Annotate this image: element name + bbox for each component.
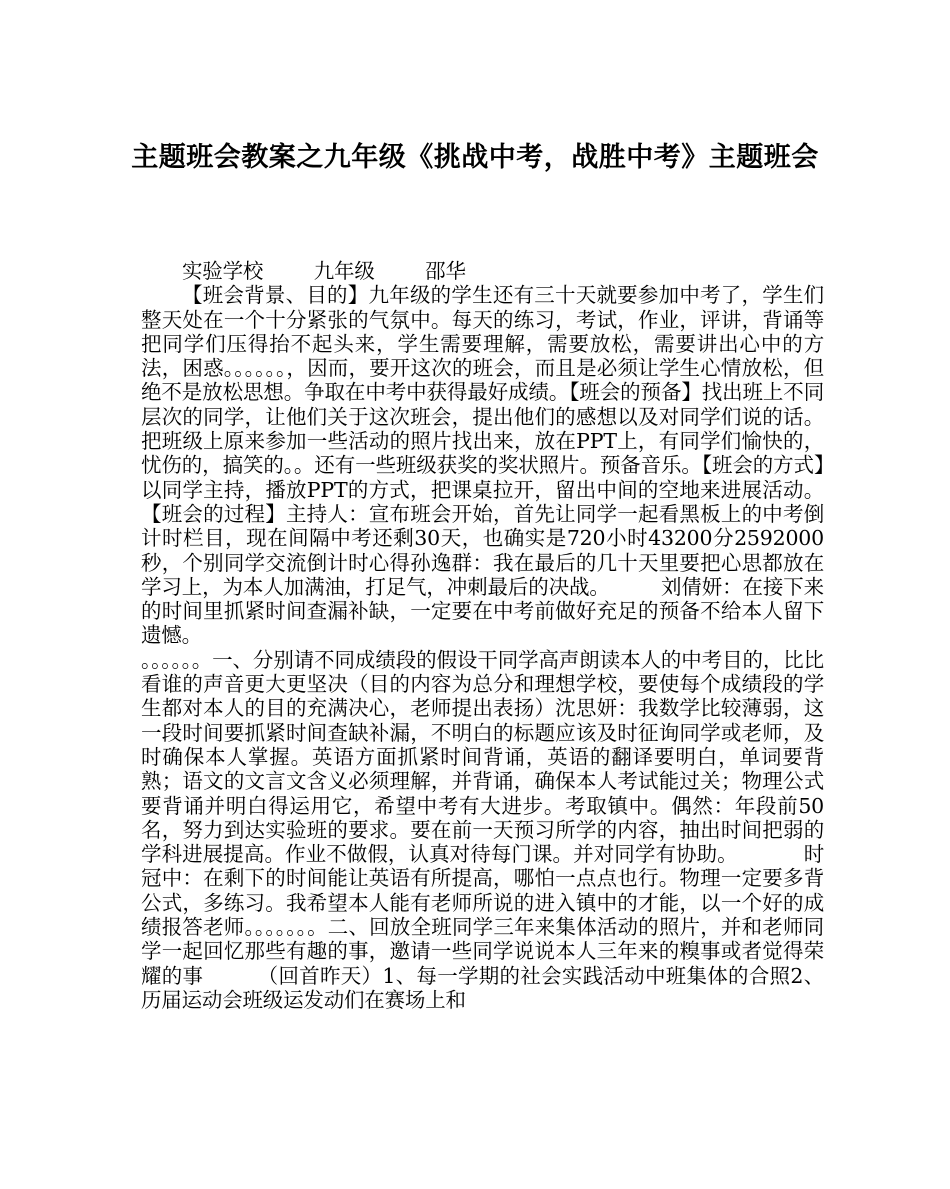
author-byline: 实验学校 九年级 邵华 (182, 259, 466, 283)
paragraph-background: 【班会背景、目的】九年级的学生还有三十天就要参加中考了，学生们整天处在一个十分紧张的气氛中。每天的练习，考试，作业，评讲，背诵等把同学们压得抬不起头来，学生需要理解，需要放松，需要讲出心中的方法，困惑。。。。。。，因而，要开这次的班会，而且是必须让学生心情放松，但绝不是放松思想。争取在中考中获得最好成绩。【班会的预备】找出班上不同层次的同学，让他们关于这次班会，提出他们的感想以及对同学们说的话。把班级上原来参加一些活动的照片找出来，放在PPT上，有同学们愉快的，忧伤的，搞笑的。。还有一些班级获奖的奖状照片。预备音乐。【班会的方式】以同学主持，播放PPT的方式，把课桌拉开，留出中间的空地来进展活动。【班会的过程】主持人：宣布班会开始，首先让同学一起看黑板上的中考倒计时栏目，现在间隔中考还剩30天，也确实是720小时43200分2592000秒，个别同学交流倒计时心得孙逸群：我在最后的几十天里要把心思都放在学习上，为本人加满油，打足气，冲刺最后的决战。 刘倩妍：在接下来的时间里抓紧时间查漏补缺，一定要在中考前做好充足的预备不给本人留下遗憾。 (141, 283, 824, 648)
document-title: 主题班会教案之九年级《挑战中考，战胜中考》主题班会 (131, 142, 819, 173)
document-body (141, 259, 824, 1012)
paragraph-goals: 。。。。。。一、分别请不同成绩段的假设干同学高声朗读本人的中考目的，比比看谁的声音更大更坚决（目的内容为总分和理想学校，要使每个成绩段的学生都对本人的目的充满决心，老师提出表扬）沈思妍：我数学比较薄弱，这一段时间要抓紧时间查缺补漏，不明白的标题应该及时征询同学或老师，及时确保本人掌握。英语方面抓紧时间背诵，英语的翻译要明白，单词要背熟；语文的文言文含义必须理解，并背诵，确保本人考试能过关；物理公式要背诵并明白得运用它，希望中考有大进步。考取镇中。偶然：年段前50名，努力到达实验班的要求。要在前一天预习所学的内容，抽出时间把弱的学科进展提高。作业不做假，认真对待每门课。并对同学有协助。 时冠中：在剩下的时间能让英语有所提高，哪怕一点点也行。物理一定要多背公式，多练习。我希望本人能有老师所说的进入镇中的才能，以一个好的成绩报答老师。。。。。。。二、回放全班同学三年来集体活动的照片，并和老师同学一起回忆那些有趣的事，邀请一些同学说说本人三年来的糗事或者觉得荣耀的事 （回首昨天）1、每一学期的社会实践活动中班集体的合照2、历届运动会班级运发动们在赛场上和 (141, 647, 824, 1012)
